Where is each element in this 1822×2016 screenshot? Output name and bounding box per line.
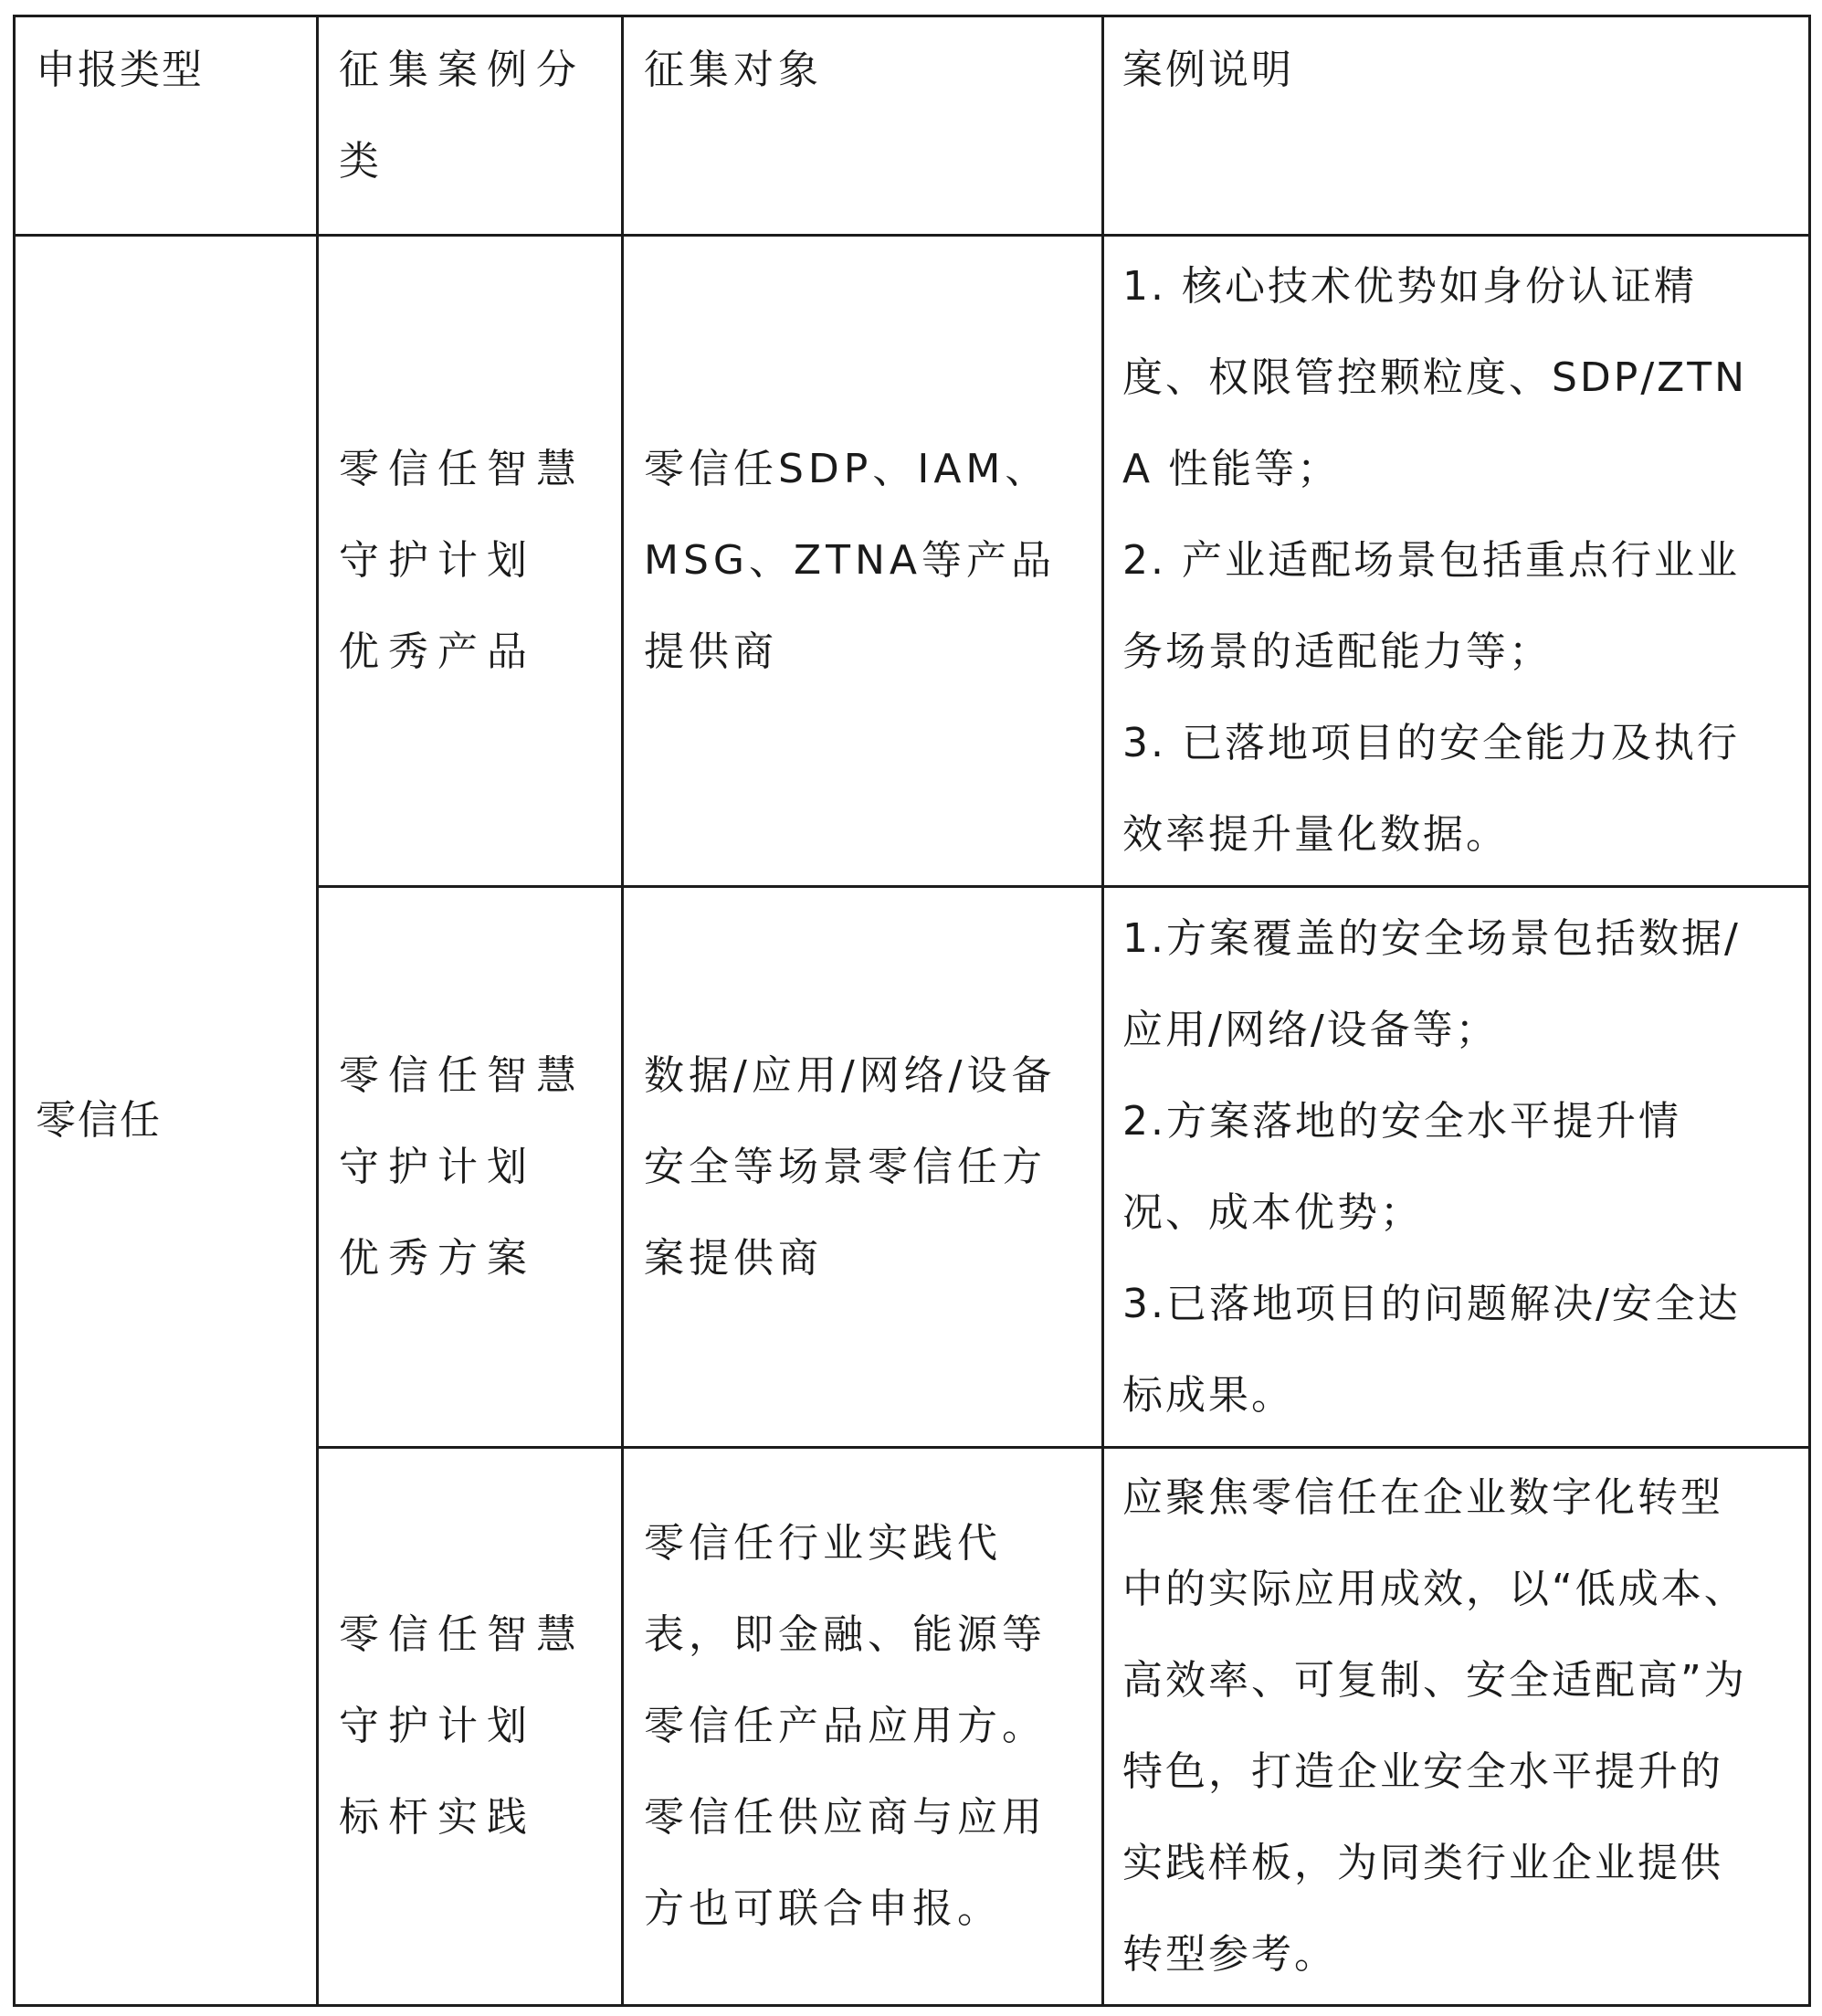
header-cell-type — [15, 16, 318, 236]
category-label: 零信任智慧 守护计划 优秀产品 — [339, 446, 585, 675]
header-description-label: 案例说明 — [1122, 47, 1294, 93]
target-cell — [623, 236, 1103, 887]
target-cell — [623, 1448, 1103, 2006]
target-label: 零信任SDP、IAM、 MSG、ZTNA等产品 提供商 — [644, 446, 1057, 675]
type-label: 零信任 — [36, 1096, 162, 1144]
description-text: 应聚焦零信任在企业数字化转型 中的实际应用成效，以“低成本、 高效率、可复制、安全适配高”为 特色，打造企业安全水平提升的 实践样板，为同类行业企业提供 转型参考。 — [1122, 1474, 1747, 1978]
description-cell — [1103, 887, 1810, 1448]
header-category-label: 征集案例分类 — [339, 47, 585, 185]
category-cell — [318, 1448, 623, 2006]
category-cell — [318, 887, 623, 1448]
header-cell-description — [1103, 16, 1810, 236]
target-label: 零信任行业实践代 表，即金融、能源等 零信任产品应用方。 零信任供应商与应用 方也可联合申报。 — [644, 1520, 1047, 1932]
description-cell — [1103, 236, 1810, 887]
target-label: 数据/应用/网络/设备 安全等场景零信任方 案提供商 — [644, 1051, 1057, 1282]
header-cell-category — [318, 16, 623, 236]
target-cell — [623, 887, 1103, 1448]
category-label: 零信任智慧 守护计划 优秀方案 — [339, 1051, 585, 1282]
type-cell — [15, 236, 318, 2006]
description-text: 1.方案覆盖的安全场景包括数据/ 应用/网络/设备等； 2.方案落地的安全水平提升情 况、成本优势； 3.已落地项目的问题解决/安全达 标成果。 — [1122, 914, 1741, 1419]
description-cell — [1103, 1448, 1810, 2006]
header-type-label: 申报类型 — [36, 47, 204, 93]
category-cell — [318, 236, 623, 887]
header-cell-target — [623, 16, 1103, 236]
description-text: 1. 核心技术优势如身份认证精 度、权限管控颗粒度、SDP/ZTN A 性能等； 2. 产业适配场景包括重点行业业 务场景的适配能力等； 3. 已落地项目的安全能力及执行 效率提升量化数据。 — [1122, 263, 1748, 858]
case-table — [13, 15, 1811, 2007]
header-target-label: 征集对象 — [644, 47, 823, 93]
header-row — [15, 16, 1810, 236]
table-row — [15, 236, 1810, 887]
category-label: 零信任智慧 守护计划 标杆实践 — [339, 1611, 585, 1841]
